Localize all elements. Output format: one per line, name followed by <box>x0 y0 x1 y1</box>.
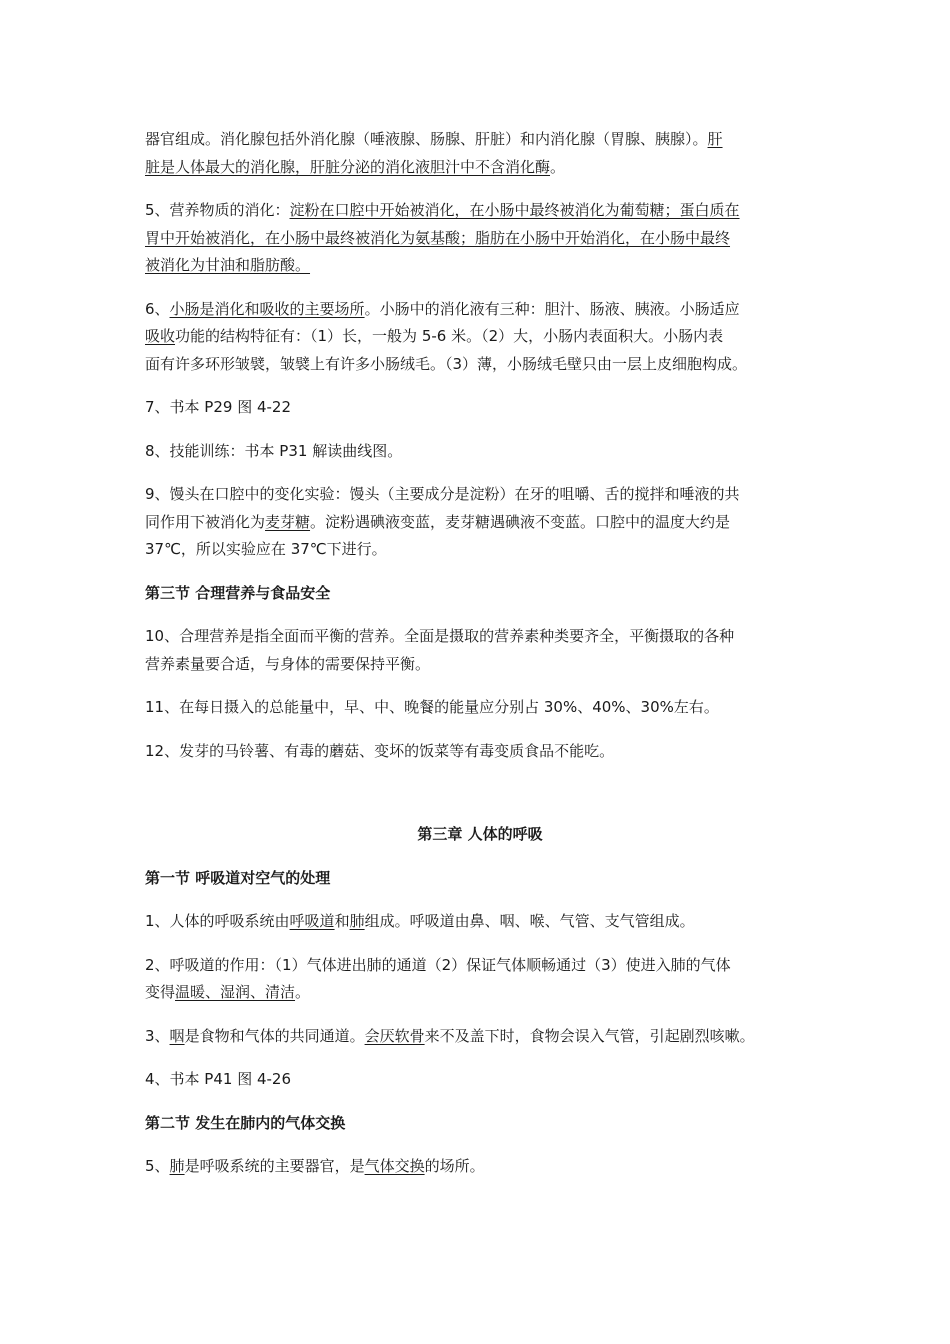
text: 2、呼吸道的作用：（1）气体进出肺的通道（2）保证气体顺畅通过（3）使进入肺的气体 <box>145 955 731 974</box>
underlined-text: 肺 <box>169 1157 185 1175</box>
chapter-heading-respiration: 第三章 人体的呼吸 <box>417 825 543 843</box>
paragraph-pharynx <box>145 1023 815 1051</box>
section-heading-gas-exchange: 第二节 发生在肺内的气体交换 <box>145 1113 346 1132</box>
underlined-text: 气体交换 <box>364 1157 425 1175</box>
underlined-text: 小肠是消化和吸收的主要场所 <box>169 299 365 318</box>
paragraph-skill-training: 8、技能训练：书本 P31 解读曲线图。 <box>145 441 403 460</box>
paragraph-book-ref-p41: 4、书本 P41 图 4-26 <box>145 1070 292 1088</box>
paragraph-nutrient-digestion <box>145 197 815 280</box>
text: 6、 <box>145 299 170 318</box>
text: 1、人体的呼吸系统由 <box>145 912 290 930</box>
underlined-text: 吸收 <box>145 327 176 345</box>
text: 。 <box>550 157 566 176</box>
text: 5、营养物质的消化： <box>145 201 290 219</box>
underlined-text: 麦芽糖 <box>265 512 311 531</box>
text: 变得 <box>145 983 176 1001</box>
text: 9、馒头在口腔中的变化实验：馒头（主要成分是淀粉）在牙的咀嚼、舌的搅拌和唾液的共 <box>145 485 740 503</box>
text: 组成。呼吸道由鼻、咽、喉、气管、支气管组成。 <box>364 912 695 930</box>
text: 。 <box>295 983 311 1001</box>
underlined-text: 淀粉在口腔中开始被消化，在小肠中最终被消化为葡萄糖；蛋白质在 <box>289 201 740 219</box>
underlined-text: 胃中开始被消化，在小肠中最终被消化为氨基酸；脂肪在小肠中开始消化，在小肠中最终 <box>145 228 731 247</box>
underlined-text: 呼吸道 <box>289 912 335 930</box>
paragraph-meal-energy: 11、在每日摄入的总能量中，早、中、晚餐的能量应分别占 30%、40%、30%左右。 <box>145 698 719 716</box>
paragraph-respiratory-system <box>145 908 815 936</box>
text: 10、合理营养是指全面而平衡的营养。全面是摄取的营养素种类要齐全，平衡摄取的各种 <box>145 627 735 645</box>
paragraph-lungs <box>145 1153 815 1181</box>
paragraph-balanced-nutrition <box>145 623 815 678</box>
text: 。小肠中的消化液有三种：胆汁、肠液、胰液。小肠适应 <box>364 299 740 318</box>
section-heading-nutrition: 第三节 合理营养与食品安全 <box>145 583 331 602</box>
paragraph-book-ref-p29: 7、书本 P29 图 4-22 <box>145 398 292 416</box>
text: 功能的结构特征有：（1）长，一般为 5-6 米。（2）大，小肠内表面积大。小肠内表 <box>175 327 724 345</box>
text: 同作用下被消化为 <box>145 512 266 531</box>
text: 来不及盖下时，食物会误入气管，引起剧烈咳嗽。 <box>424 1026 755 1045</box>
document-body <box>145 126 815 1197</box>
text: 。淀粉遇碘液变蓝，麦芽糖遇碘液不变蓝。口腔中的温度大约是 <box>310 512 731 531</box>
text: 是食物和气体的共同通道。 <box>184 1026 365 1045</box>
underlined-text: 温暖、湿润、清洁 <box>175 983 296 1001</box>
text: 器官组成。消化腺包括外消化腺（唾液腺、肠腺、肝脏）和内消化腺（胃腺、胰腺）。 <box>145 130 708 148</box>
text: 面有许多环形皱襞，皱襞上有许多小肠绒毛。（3）薄，小肠绒毛壁只由一层上皮细胞构成。 <box>145 354 748 373</box>
paragraph-small-intestine <box>145 296 815 379</box>
section-heading-airway: 第一节 呼吸道对空气的处理 <box>145 868 331 887</box>
text: 5、 <box>145 1157 170 1175</box>
text: 营养素量要合适，与身体的需要保持平衡。 <box>145 654 431 673</box>
underlined-text: 脏是人体最大的消化腺，肝脏分泌的消化液胆汁中不含消化酶 <box>145 157 551 176</box>
paragraph-mantou-experiment <box>145 481 815 564</box>
text: 3、 <box>145 1026 170 1045</box>
text: 的场所。 <box>424 1157 485 1175</box>
underlined-text: 咽 <box>169 1026 185 1045</box>
text: 和 <box>334 912 350 930</box>
underlined-text: 肝 <box>707 130 723 148</box>
underlined-text: 会厌软骨 <box>364 1026 425 1045</box>
text: 是呼吸系统的主要器官，是 <box>184 1157 365 1175</box>
paragraph-airway-function <box>145 952 815 1007</box>
text: 37℃，所以实验应在 37℃下进行。 <box>145 540 387 558</box>
underlined-text: 肺 <box>349 912 365 930</box>
underlined-text: 被消化为甘油和脂肪酸。 <box>145 256 311 274</box>
paragraph-digestive-glands <box>145 126 815 181</box>
paragraph-food-safety: 12、发芽的马铃薯、有毒的蘑菇、变坏的饭菜等有毒变质食品不能吃。 <box>145 741 615 760</box>
